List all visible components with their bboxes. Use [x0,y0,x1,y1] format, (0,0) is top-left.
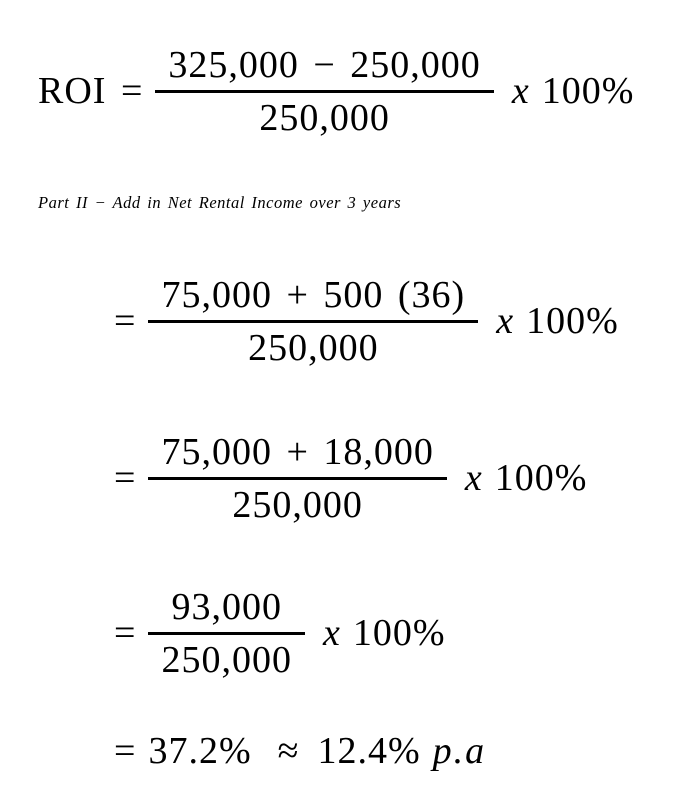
equation-lhs: = [114,611,137,654]
fraction-denominator: 250,000 [259,97,390,139]
fraction-numerator: 325,000 − 250,000 [168,44,481,86]
per-annum-label: p.a [432,730,487,772]
result-line [114,731,486,773]
multiplier-variable: x [496,299,515,342]
multiplier-variable: x [464,456,483,499]
multiplier-variable: x [511,69,530,112]
fraction-bar [148,632,305,635]
equation-lhs: ROI = [38,69,144,112]
multiplier-value: 100% [541,69,635,112]
result-total-roi: 37.2% [148,730,252,772]
roi-definition-equation [38,44,634,139]
multiplier [465,458,588,500]
fraction-denominator: 250,000 [232,484,363,526]
multiplier-value: 100% [352,611,446,654]
multiplier-value: 100% [526,299,619,342]
step-equation-2 [114,431,587,526]
fraction-numerator: 93,000 [171,586,282,628]
result-annualized-roi: 12.4% [317,730,421,772]
fraction-denominator: 250,000 [248,327,379,369]
multiplier [496,301,619,343]
step-equation-3 [114,586,445,681]
fraction [155,44,493,139]
multiplier [512,71,635,113]
equation-lhs: = [114,456,137,499]
approx-equal-symbol: ≈ [277,730,300,772]
section-note: Part II − Add in Net Rental Income over 3 years [38,193,402,212]
fraction-numerator: 75,000 + 18,000 [161,431,434,473]
fraction-bar [148,320,478,323]
fraction-numerator: 75,000 + 500 (36) [161,274,466,316]
fraction-denominator: 250,000 [161,639,292,681]
fraction [148,431,446,526]
multiplier [323,613,446,655]
equation-lhs: = [114,299,137,342]
fraction-bar [155,90,493,93]
step-equation-1 [114,274,619,369]
fraction [148,586,305,681]
equation-lhs: = [114,730,137,772]
multiplier-variable: x [322,611,341,654]
fraction [148,274,478,369]
multiplier-value: 100% [494,456,588,499]
fraction-bar [148,477,446,480]
